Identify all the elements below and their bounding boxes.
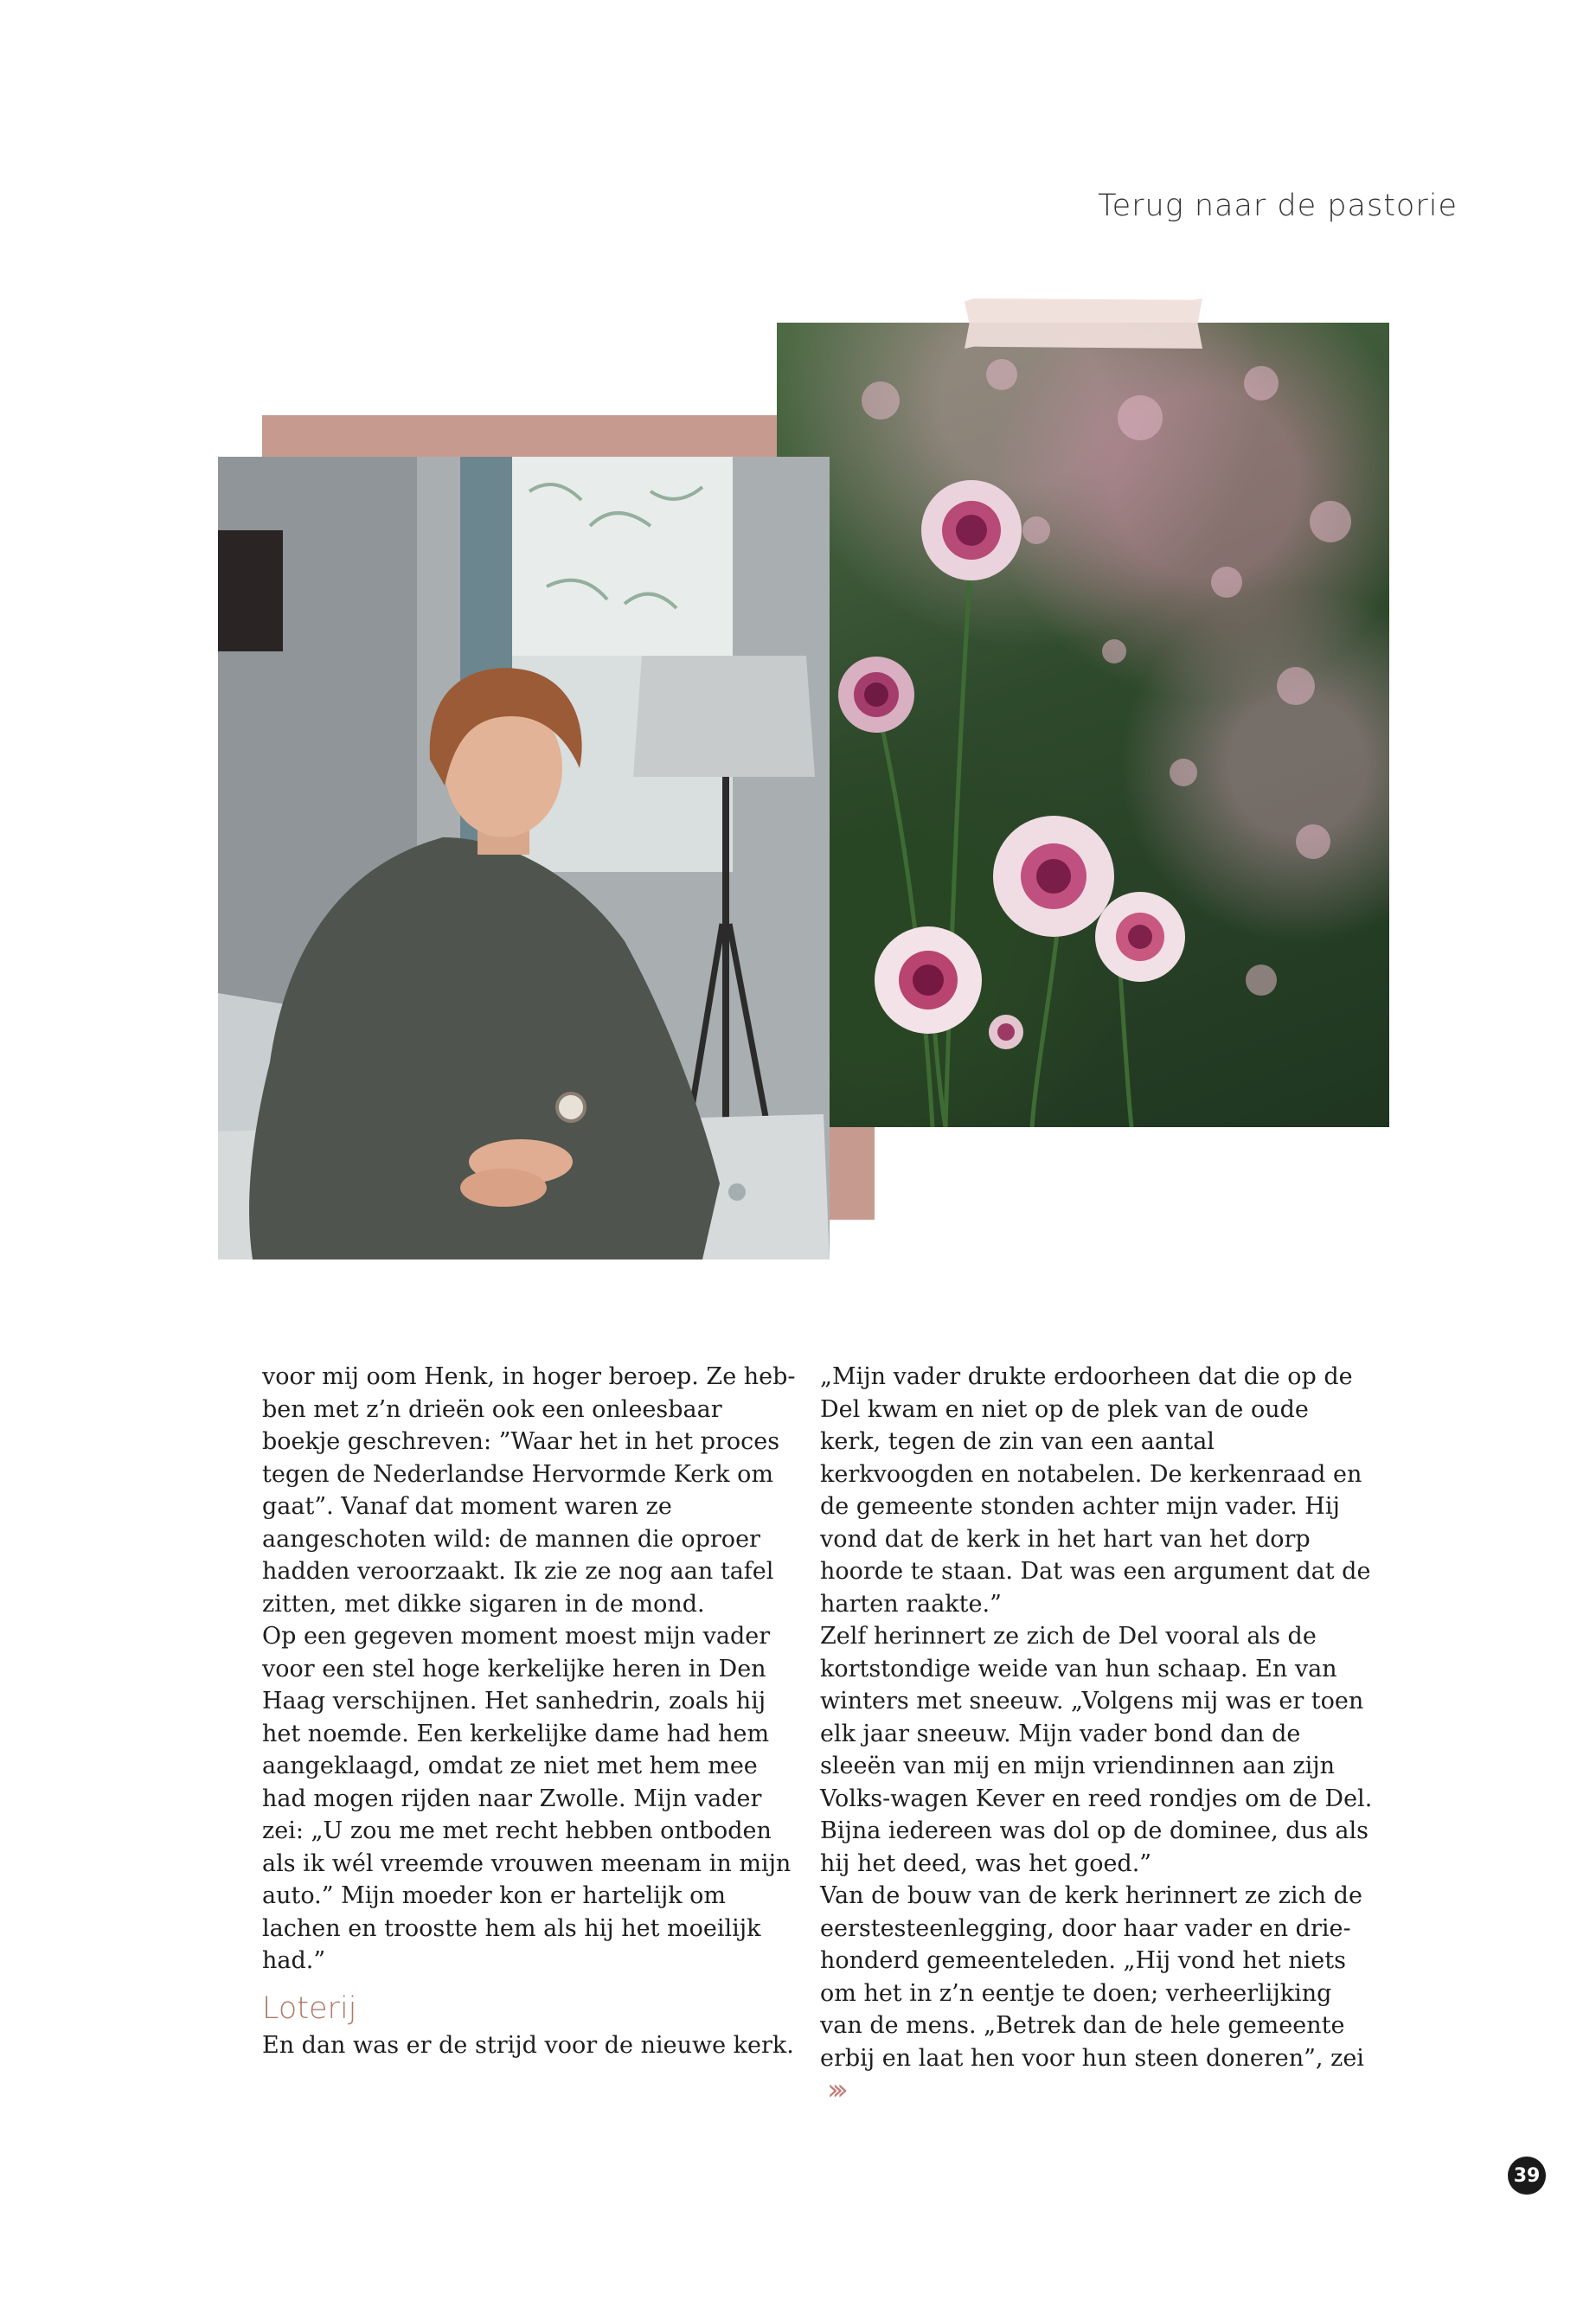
- page-number-badge: 39: [1508, 2157, 1546, 2195]
- paragraph: „Mijn vader drukte erdoorheen dat die op de Del kwam en niet op de plek van de oude kerk, tegen de zin van een aantal kerkvoogden en notabelen. De kerkenraad en de gemeente stonden achter mijn vader. Hij vond dat de kerk in het hart van het dorp hoorde te staan. Dat was een argument dat de harten raakte.”: [820, 1363, 1371, 1618]
- section-subheading: Loterij: [262, 1990, 357, 2026]
- flowers-photo: [777, 323, 1389, 1127]
- running-title: Terug naar de pastorie: [1098, 189, 1458, 223]
- portrait-photo: [218, 457, 830, 1259]
- paragraph-text: Van de bouw van de kerk herinnert ze zich de eerstesteenlegging, door haar vader en drie-honderd gemeenteleden. „Hij vond het niets om het in z’n eentje te doen; verheerlijking van de mens. „Betrek dan de hele gemeente erbij en laat hen voor hun steen doneren”, zei: [820, 1882, 1364, 2072]
- paragraph: Zelf herinnert ze zich de Del vooral als de kortstondige weide van hun schaap. En van winters met sneeuw. „Volgens mij was er toen elk jaar sneeuw. Mijn vader bond dan de sleeën van mij en mijn vriendinnen aan zijn Volks-wagen Kever en reed rondjes om de Del. Bijna iedereen was dol op de dominee, dus als hij het deed, was het goed.”: [820, 1623, 1373, 1877]
- paragraph: voor mij oom Henk, in hoger beroep. Ze heb-ben met z’n drieën ook een onleesbaar boekje geschreven: ”Waar het in het proces tegen de Nederlandse Hervormde Kerk om gaat”. Vanaf dat moment waren ze aangeschoten wild: de mannen die oproer hadden veroorzaakt. Ik zie ze nog aan tafel zitten, met dikke sigaren in de mond.: [262, 1363, 796, 1618]
- flowers-illustration: [777, 323, 1389, 1127]
- article-left-column: [262, 1361, 798, 2061]
- paragraph: Op een gegeven moment moest mijn vader voor een stel hoge kerkelijke heren in Den Haag verschijnen. Het sanhedrin, zoals hij het noemde. Een kerkelijke dame had hem aangeklaagd, omdat ze niet met hem mee had mogen rijden naar Zwolle. Mijn vader zei: „U zou me met recht hebben ontboden als ik wél vreemde vrouwen meenam in mijn auto.” Mijn moeder kon er hartelijk om lachen en troostte hem als hij het moeilijk had.”: [262, 1623, 792, 1974]
- washi-tape: [965, 298, 1202, 349]
- paragraph-last: [820, 1880, 1374, 2107]
- paragraph: En dan was er de strijd voor de nieuwe kerk.: [262, 2031, 794, 2059]
- double-chevron-right-icon: ›››: [827, 2073, 842, 2107]
- portrait-illustration: [218, 457, 830, 1259]
- article-right-column: [820, 1361, 1374, 2107]
